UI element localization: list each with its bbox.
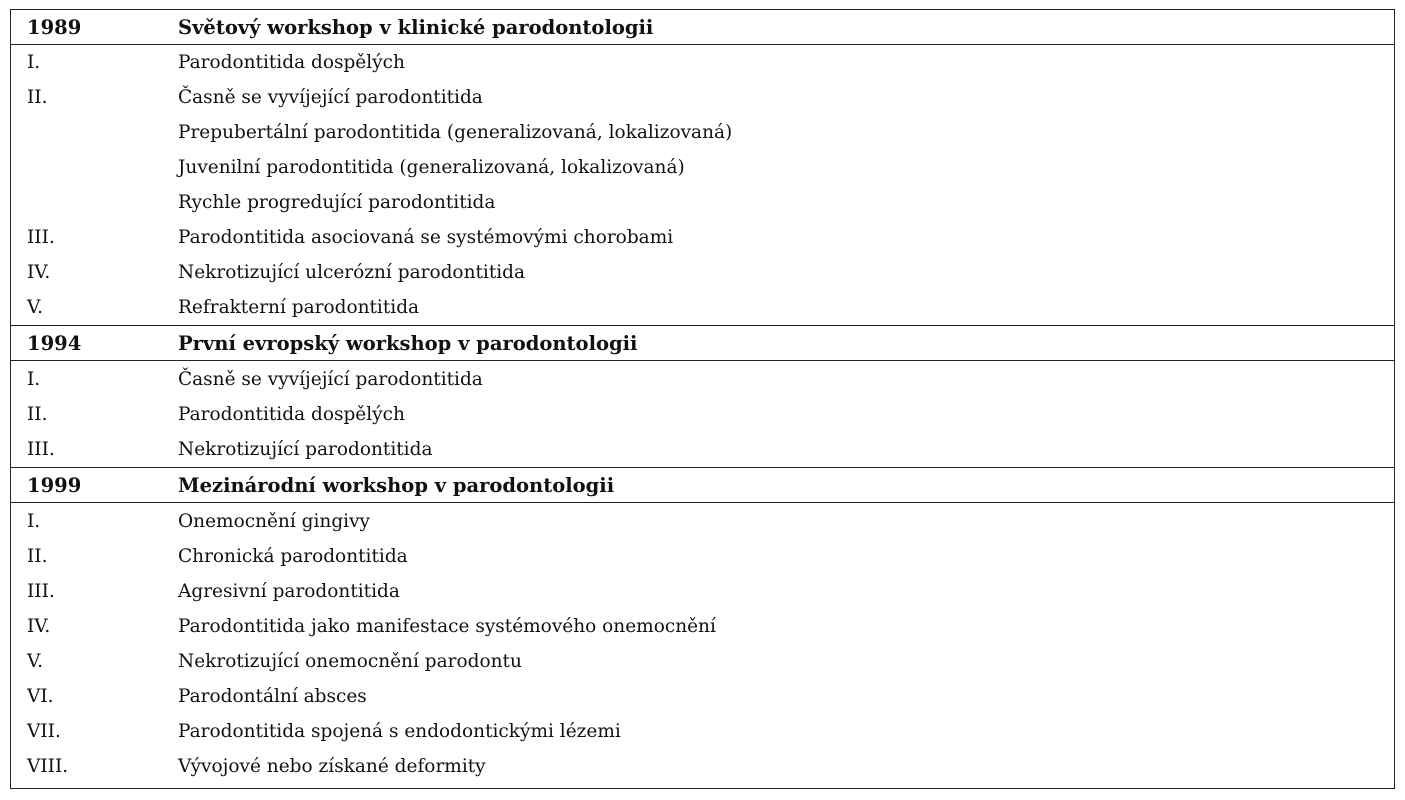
table-row — [11, 115, 1394, 150]
table-row — [11, 45, 1394, 80]
item-text: Parodontální absces — [178, 686, 367, 707]
section-year: 1994 — [27, 332, 82, 355]
item-number: II. — [27, 404, 48, 425]
table-row — [11, 80, 1394, 115]
item-text: Juvenilní parodontitida (generalizovaná, lokalizovaná) — [178, 157, 685, 178]
table-row — [11, 432, 1394, 467]
item-number: II. — [27, 546, 48, 567]
item-text: Parodontitida spojená s endodontickými lézemi — [178, 721, 621, 742]
item-text: Časně se vyvíjející parodontitida — [178, 369, 483, 390]
section-header-1989 — [11, 10, 1394, 45]
item-text: Nekrotizující parodontitida — [178, 439, 433, 460]
classification-table — [10, 9, 1395, 789]
item-number: I. — [27, 52, 41, 73]
item-number: I. — [27, 511, 41, 532]
table-row — [11, 609, 1394, 644]
item-number: VIII. — [27, 756, 69, 777]
table-row — [11, 714, 1394, 749]
item-text: Nekrotizující ulcerózní parodontitida — [178, 262, 526, 283]
item-text: Onemocnění gingivy — [178, 511, 370, 532]
item-text: Parodontitida dospělých — [178, 404, 405, 425]
item-number: III. — [27, 227, 55, 248]
item-number: I. — [27, 369, 41, 390]
section-title: První evropský workshop v parodontologii — [178, 332, 638, 355]
table-row — [11, 574, 1394, 609]
table-row — [11, 150, 1394, 185]
section-year: 1999 — [27, 474, 82, 497]
item-text: Agresivní parodontitida — [178, 581, 400, 602]
section-header-1994 — [11, 325, 1394, 361]
table-row — [11, 679, 1394, 714]
item-text: Časně se vyvíjející parodontitida — [178, 87, 483, 108]
item-text: Vývojové nebo získané deformity — [178, 756, 486, 777]
item-text: Nekrotizující onemocnění parodontu — [178, 651, 522, 672]
section-year: 1989 — [27, 16, 82, 39]
table-row — [11, 255, 1394, 290]
table-row — [11, 185, 1394, 220]
table-row — [11, 504, 1394, 539]
section-title: Mezinárodní workshop v parodontologii — [178, 474, 615, 497]
section-header-1999 — [11, 467, 1394, 503]
item-text: Chronická parodontitida — [178, 546, 408, 567]
item-text: Rychle progredující parodontitida — [178, 192, 496, 213]
table-row — [11, 397, 1394, 432]
section-title: Světový workshop v klinické parodontologii — [178, 16, 654, 39]
item-number: VII. — [27, 721, 61, 742]
item-text: Parodontitida jako manifestace systémového onemocnění — [178, 616, 716, 637]
table-row — [11, 539, 1394, 574]
item-number: III. — [27, 581, 55, 602]
item-text: Prepubertální parodontitida (generalizovaná, lokalizovaná) — [178, 122, 733, 143]
item-number: IV. — [27, 616, 51, 637]
item-number: IV. — [27, 262, 51, 283]
table-row — [11, 290, 1394, 325]
item-text: Parodontitida asociovaná se systémovými chorobami — [178, 227, 674, 248]
item-number: VI. — [27, 686, 54, 707]
table-row — [11, 644, 1394, 679]
item-number: II. — [27, 87, 48, 108]
item-text: Parodontitida dospělých — [178, 52, 405, 73]
table-row — [11, 362, 1394, 397]
item-number: III. — [27, 439, 55, 460]
item-text: Refrakterní parodontitida — [178, 297, 420, 318]
item-number: V. — [27, 651, 44, 672]
table-row — [11, 749, 1394, 784]
item-number: V. — [27, 297, 44, 318]
table-row — [11, 220, 1394, 255]
